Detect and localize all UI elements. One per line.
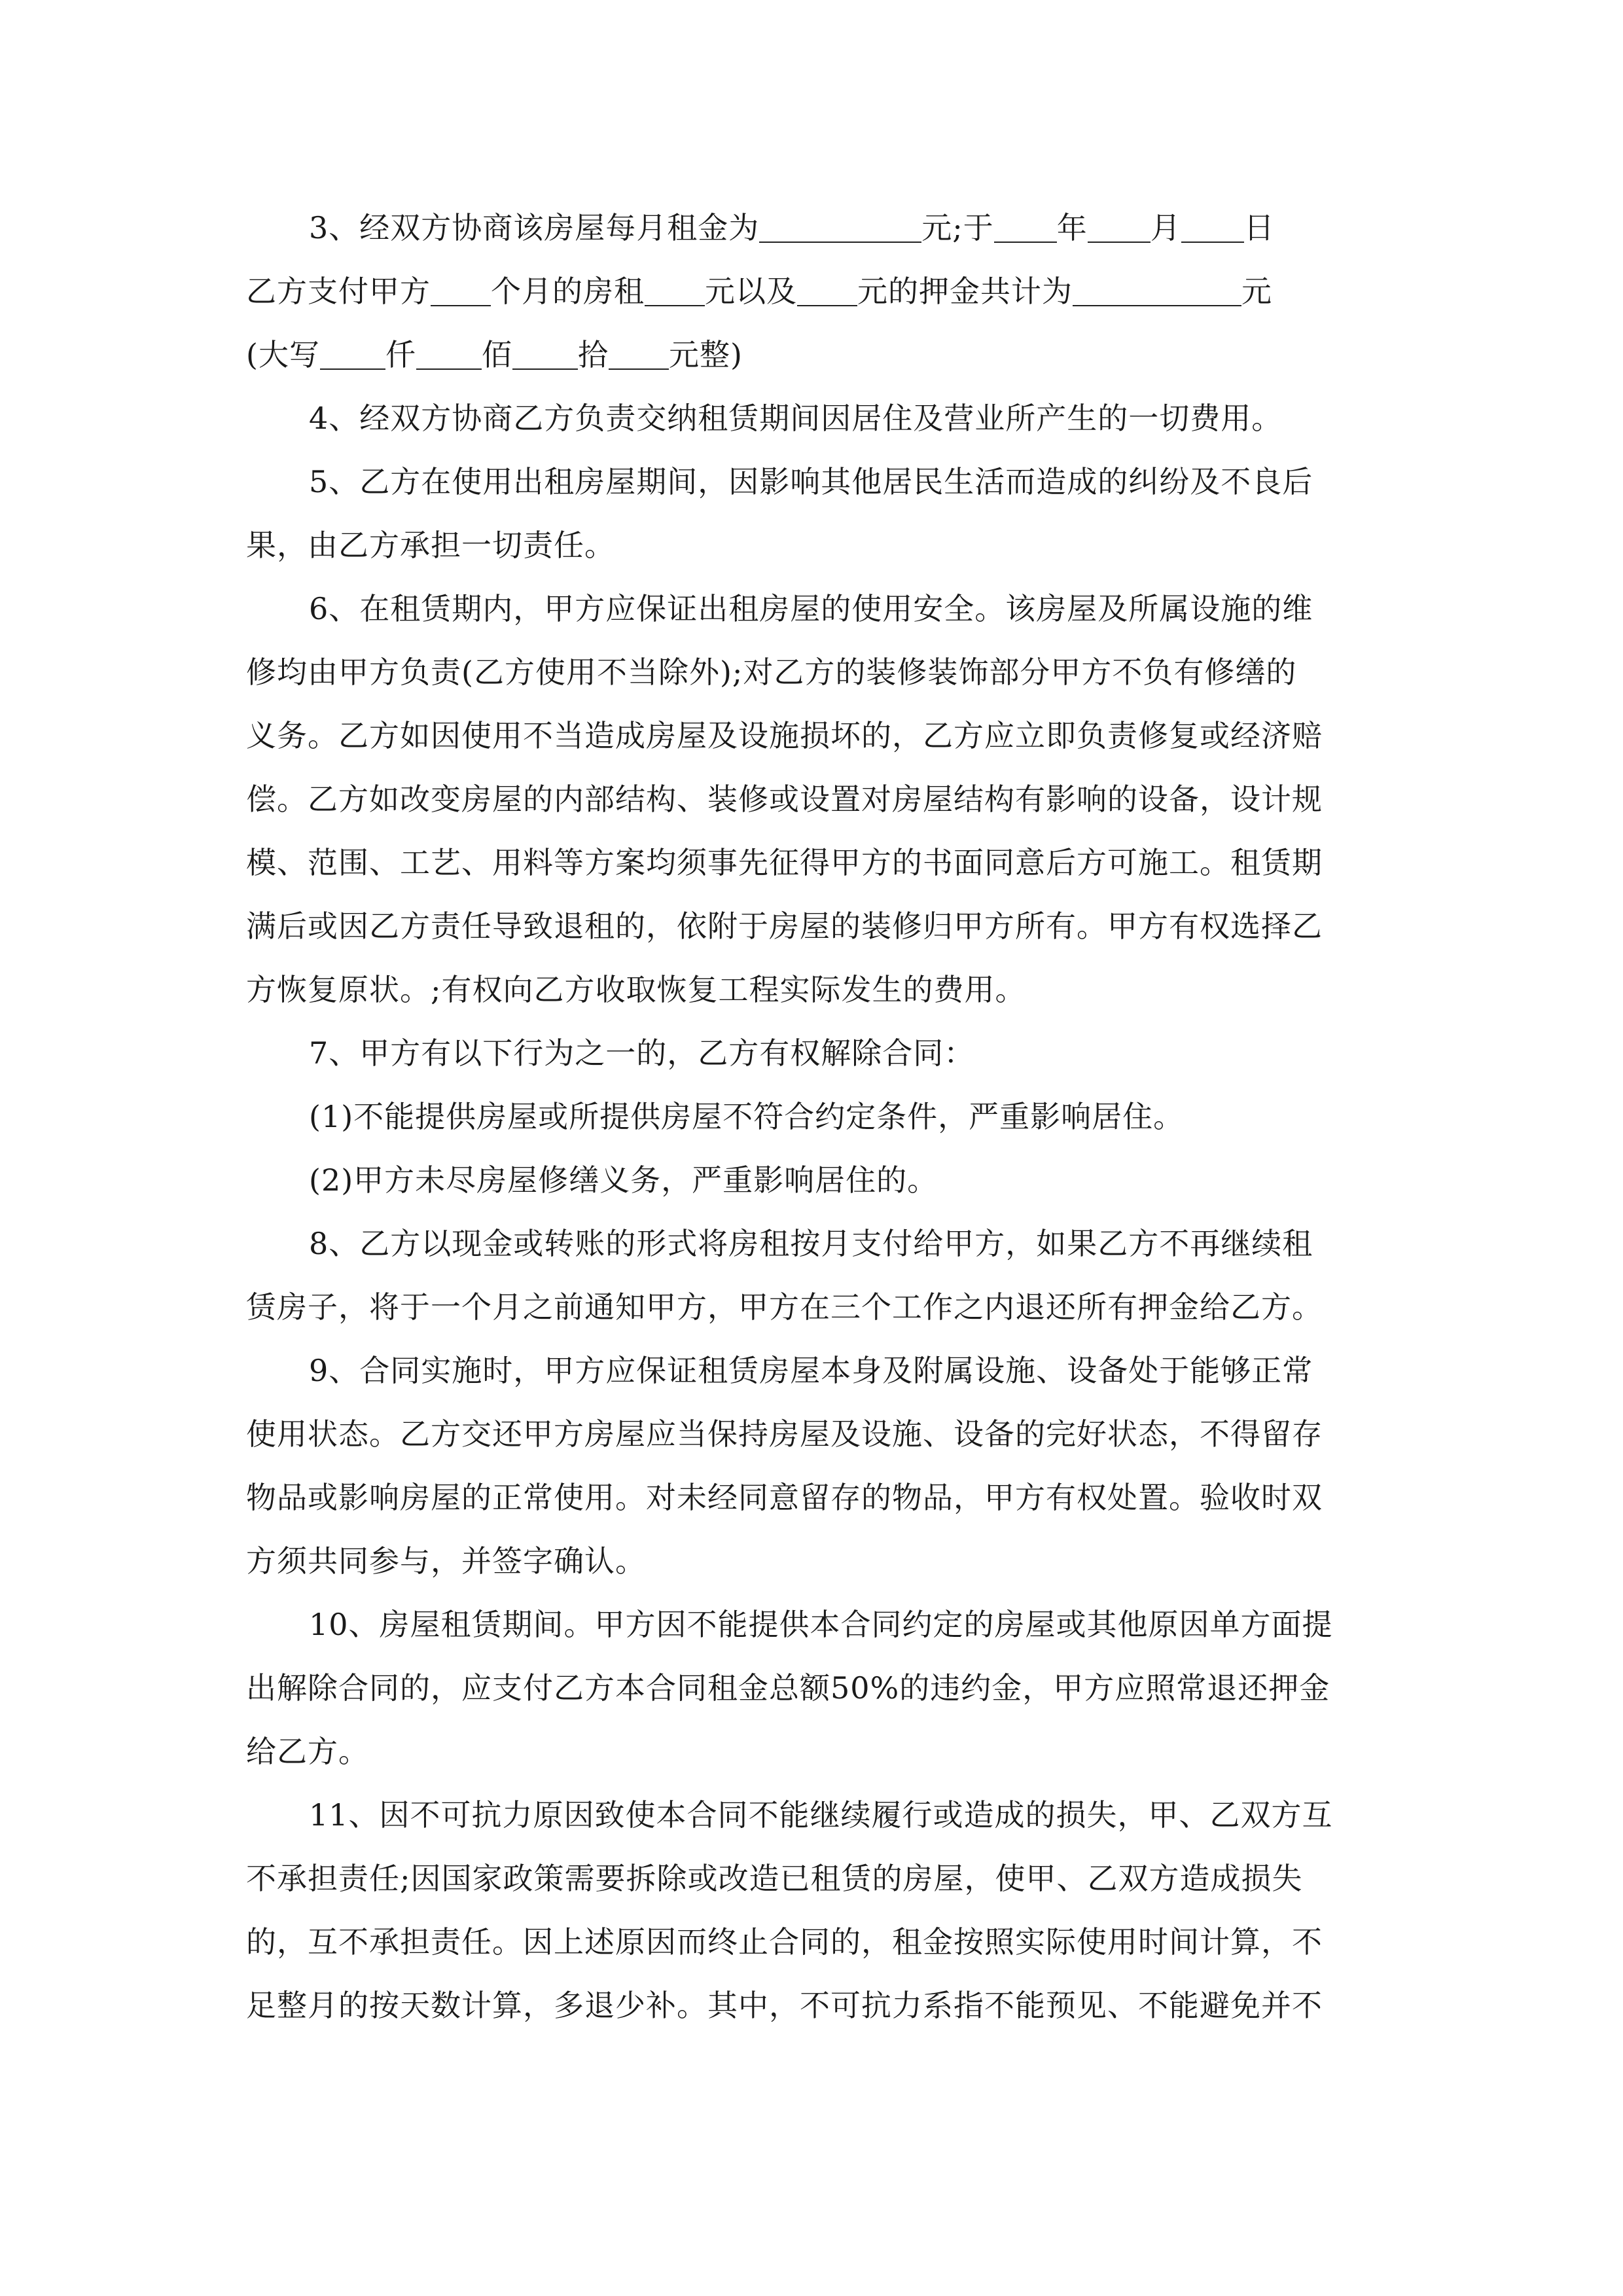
clause-5-line-2: 果，由乙方承担一切责任。 (246, 528, 615, 563)
text: 佰 (481, 337, 512, 372)
contract-page (246, 196, 1381, 2037)
clause-6-line-2: 修均由甲方负责(乙方使用不当除外);对乙方的装修装饰部分甲方不负有修缮的 (246, 655, 1297, 690)
text: 年 (1056, 210, 1088, 245)
clause-7-item-2: (2)甲方未尽房屋修缮义务，严重影响居住的。 (309, 1162, 938, 1198)
clause-10-line-1: 10、房屋租赁期间。甲方因不能提供本合同约定的房屋或其他原因单方面提 (309, 1607, 1333, 1642)
rent-amount-blank (759, 202, 921, 243)
month-blank (1088, 202, 1150, 243)
day-blank (1181, 202, 1244, 243)
text: 元;于 (921, 210, 994, 245)
thousands-blank (320, 329, 385, 370)
clause-8-line-1: 8、乙方以现金或转账的形式将房租按月支付给甲方，如果乙方不再继续租 (309, 1226, 1313, 1261)
clause-7: 7、甲方有以下行为之一的，乙方有权解除合同： (309, 1035, 975, 1071)
total-blank (1073, 266, 1241, 306)
clause-11-line-2: 不承担责任;因国家政策需要拆除或改造已租赁的房屋，使甲、乙双方造成损失 (246, 1861, 1303, 1896)
hundreds-blank (416, 329, 482, 370)
clause-11-line-3: 的，互不承担责任。因上述原因而终止合同的，租金按照实际使用时间计算，不 (246, 1924, 1323, 1960)
text: 日 (1243, 210, 1275, 245)
text: 个月的房租 (491, 274, 645, 309)
deposit-blank (797, 266, 857, 306)
clause-6-line-1: 6、在租赁期内，甲方应保证出租房屋的使用安全。该房屋及所属设施的维 (309, 591, 1313, 626)
rent-blank (645, 266, 705, 306)
clause-10-line-3: 给乙方。 (246, 1734, 369, 1769)
text: 元 (1241, 274, 1272, 309)
text: 元整) (668, 337, 743, 372)
text: 乙方支付甲方 (246, 274, 431, 309)
text: 元的押金共计为 (857, 274, 1073, 309)
clause-7-item-1: (1)不能提供房屋或所提供房屋不符合约定条件，严重影响居住。 (309, 1099, 1185, 1134)
clause-9-line-3: 物品或影响房屋的正常使用。对未经同意留存的物品，甲方有权处置。验收时双 (246, 1480, 1323, 1515)
clause-6-line-7: 方恢复原状。;有权向乙方收取恢复工程实际发生的费用。 (246, 972, 1026, 1007)
clause-9-line-1: 9、合同实施时，甲方应保证租赁房屋本身及附属设施、设备处于能够正常 (309, 1353, 1313, 1388)
text: 3、经双方协商该房屋每月租金为 (309, 210, 760, 245)
clause-9-line-2: 使用状态。乙方交还甲方房屋应当保持房屋及设施、设备的完好状态，不得留存 (246, 1416, 1323, 1452)
tens-blank (512, 329, 578, 370)
text: 元以及 (705, 274, 797, 309)
text: 拾 (577, 337, 609, 372)
clause-8-line-2: 赁房子，将于一个月之前通知甲方，甲方在三个工作之内退还所有押金给乙方。 (246, 1289, 1323, 1325)
year-blank (994, 202, 1057, 243)
months-blank (431, 266, 491, 306)
units-blank (609, 329, 669, 370)
clause-6-line-5: 模、范围、工艺、用料等方案均须事先征得甲方的书面同意后方可施工。租赁期 (246, 845, 1323, 880)
text: 仟 (385, 337, 416, 372)
clause-11-line-4: 足整月的按天数计算，多退少补。其中，不可抗力系指不能预见、不能避免并不 (246, 1988, 1323, 2023)
clause-6-line-3: 义务。乙方如因使用不当造成房屋及设施损坏的，乙方应立即负责修复或经济赔 (246, 718, 1323, 753)
clause-3-line-2 (246, 260, 1381, 323)
clause-3-line-1 (246, 196, 1381, 260)
clause-3-line-3 (246, 323, 1381, 387)
clause-5-line-1: 5、乙方在使用出租房屋期间，因影响其他居民生活而造成的纠纷及不良后 (309, 464, 1313, 499)
clause-6-line-6: 满后或因乙方责任导致退租的，依附于房屋的装修归甲方所有。甲方有权选择乙 (246, 908, 1323, 944)
text: (大写 (246, 337, 320, 372)
clause-6-line-4: 偿。乙方如改变房屋的内部结构、装修或设置对房屋结构有影响的设备，设计规 (246, 781, 1323, 817)
clause-4: 4、经双方协商乙方负责交纳租赁期间因居住及营业所产生的一切费用。 (309, 401, 1283, 436)
text: 月 (1150, 210, 1181, 245)
clause-11-line-1: 11、因不可抗力原因致使本合同不能继续履行或造成的损失，甲、乙双方互 (309, 1797, 1333, 1833)
clause-9-line-4: 方须共同参与，并签字确认。 (246, 1543, 646, 1579)
clause-10-line-2: 出解除合同的，应支付乙方本合同租金总额50%的违约金，甲方应照常退还押金 (246, 1670, 1330, 1706)
